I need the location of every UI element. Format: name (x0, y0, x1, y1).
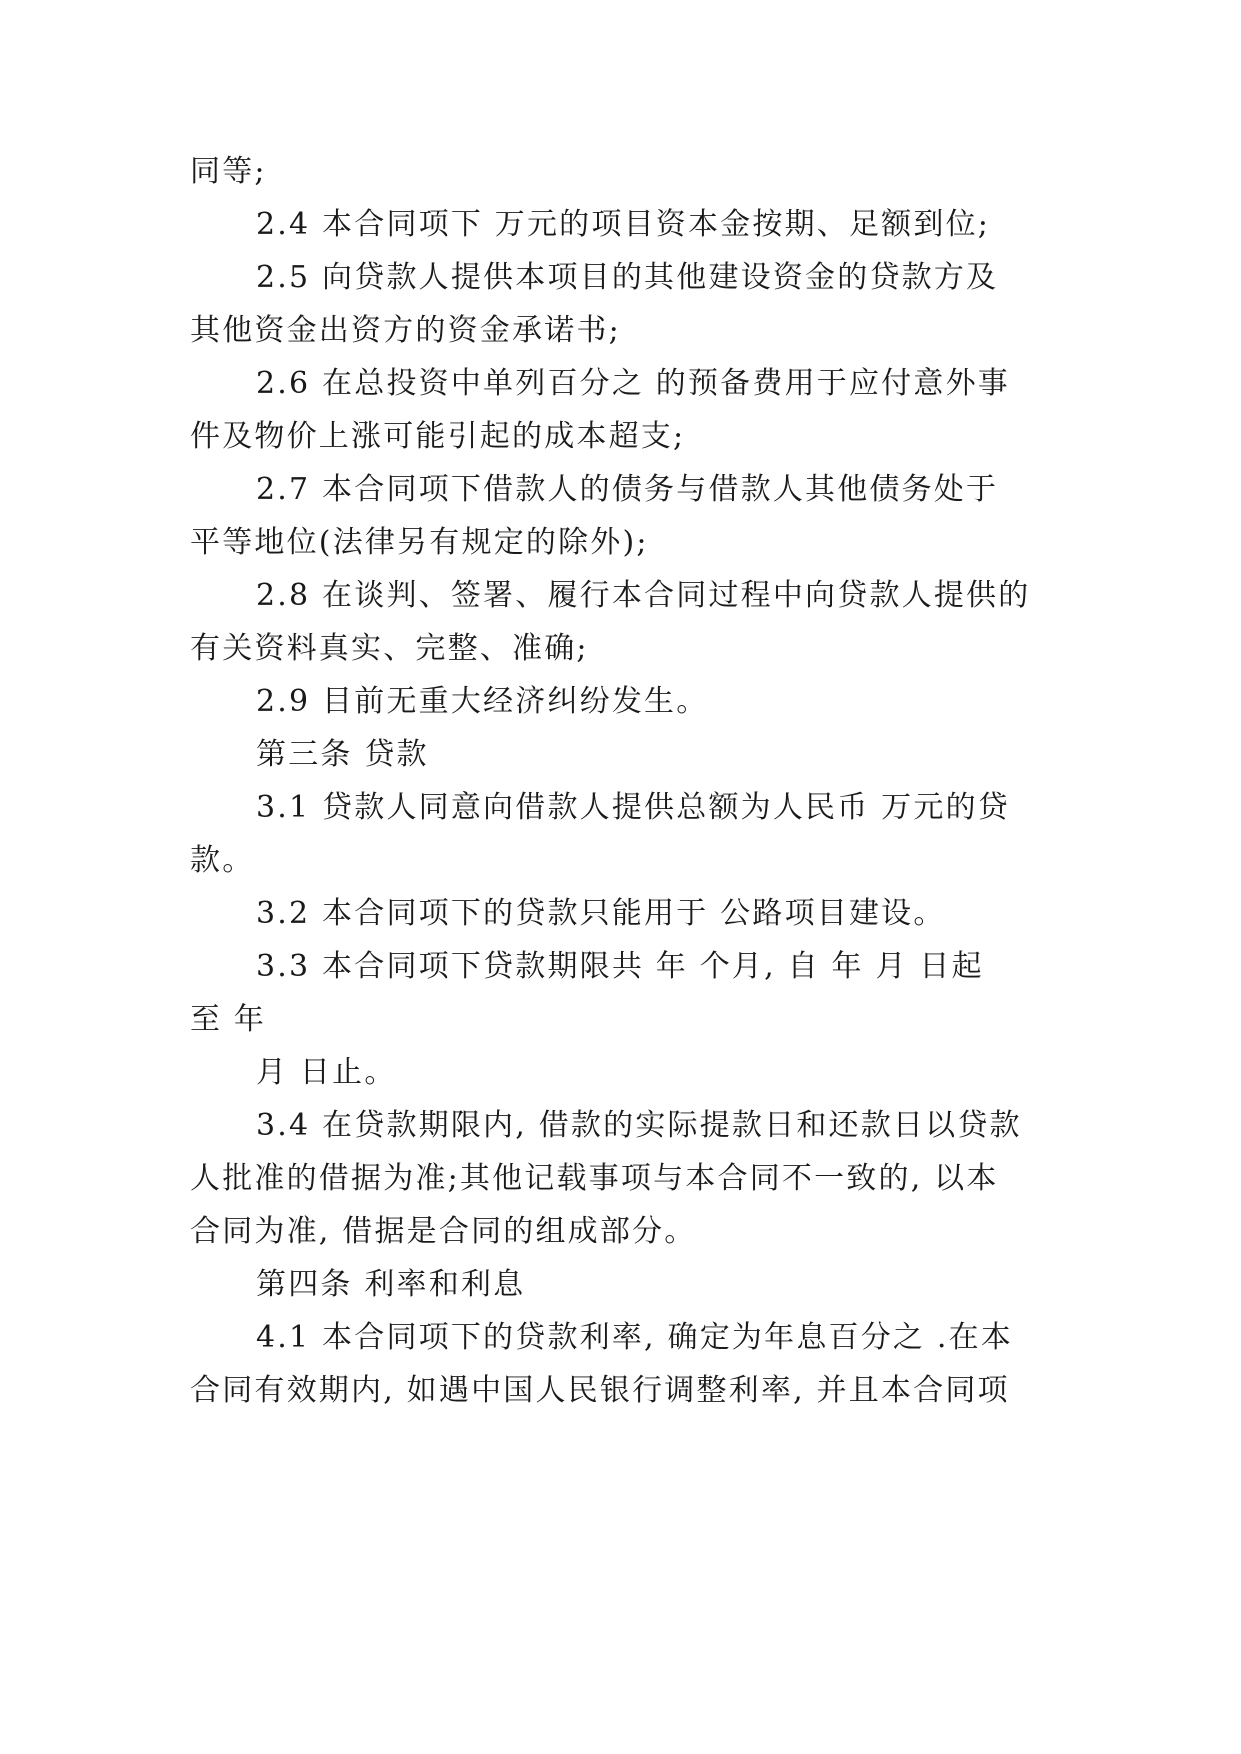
article-3-heading: 第三条 贷款 (256, 737, 429, 772)
article-4-heading: 第四条 利率和利息 (256, 1267, 526, 1302)
clause-2-9: 2.9 目前无重大经济纠纷发生。 (256, 684, 709, 719)
clause-3-1-cont: 款。 (190, 843, 255, 878)
clause-2-5-cont: 其他资金出资方的资金承诺书; (190, 313, 621, 348)
clause-3-4: 3.4 在贷款期限内, 借款的实际提款日和还款日以贷款 (256, 1108, 1022, 1143)
text-line-1: 同等; (190, 154, 267, 189)
clause-2-8: 2.8 在谈判、签署、履行本合同过程中向贷款人提供的 (256, 578, 1031, 613)
clause-2-6: 2.6 在总投资中单列百分之 的预备费用于应付意外事 (256, 366, 1010, 401)
clause-2-7-cont: 平等地位(法律另有规定的除外); (190, 525, 649, 560)
clause-3-3-end: 月 日止。 (256, 1055, 397, 1090)
clause-3-4-end: 合同为准, 借据是合同的组成部分。 (190, 1214, 697, 1249)
clause-2-7: 2.7 本合同项下借款人的债务与借款人其他债务处于 (256, 472, 999, 507)
clause-3-2: 3.2 本合同项下的贷款只能用于 公路项目建设。 (256, 896, 946, 931)
clause-4-1: 4.1 本合同项下的贷款利率, 确定为年息百分之 .在本 (256, 1320, 1013, 1355)
clause-2-8-cont: 有关资料真实、完整、准确; (190, 631, 589, 666)
clause-2-4: 2.4 本合同项下 万元的项目资本金按期、足额到位; (256, 207, 991, 242)
clause-3-3-cont: 至 年 (190, 1002, 267, 1037)
clause-3-1: 3.1 贷款人同意向借款人提供总额为人民币 万元的贷 (256, 790, 1010, 825)
clause-2-5: 2.5 向贷款人提供本项目的其他建设资金的贷款方及 (256, 260, 999, 295)
clause-4-1-cont: 合同有效期内, 如遇中国人民银行调整利率, 并且本合同项 (190, 1373, 1010, 1408)
clause-3-3: 3.3 本合同项下贷款期限共 年 个月, 自 年 月 日起 (256, 949, 984, 984)
clause-3-4-cont: 人批准的借据为准;其他记载事项与本合同不一致的, 以本 (190, 1161, 999, 1196)
clause-2-6-cont: 件及物价上涨可能引起的成本超支; (190, 419, 686, 454)
